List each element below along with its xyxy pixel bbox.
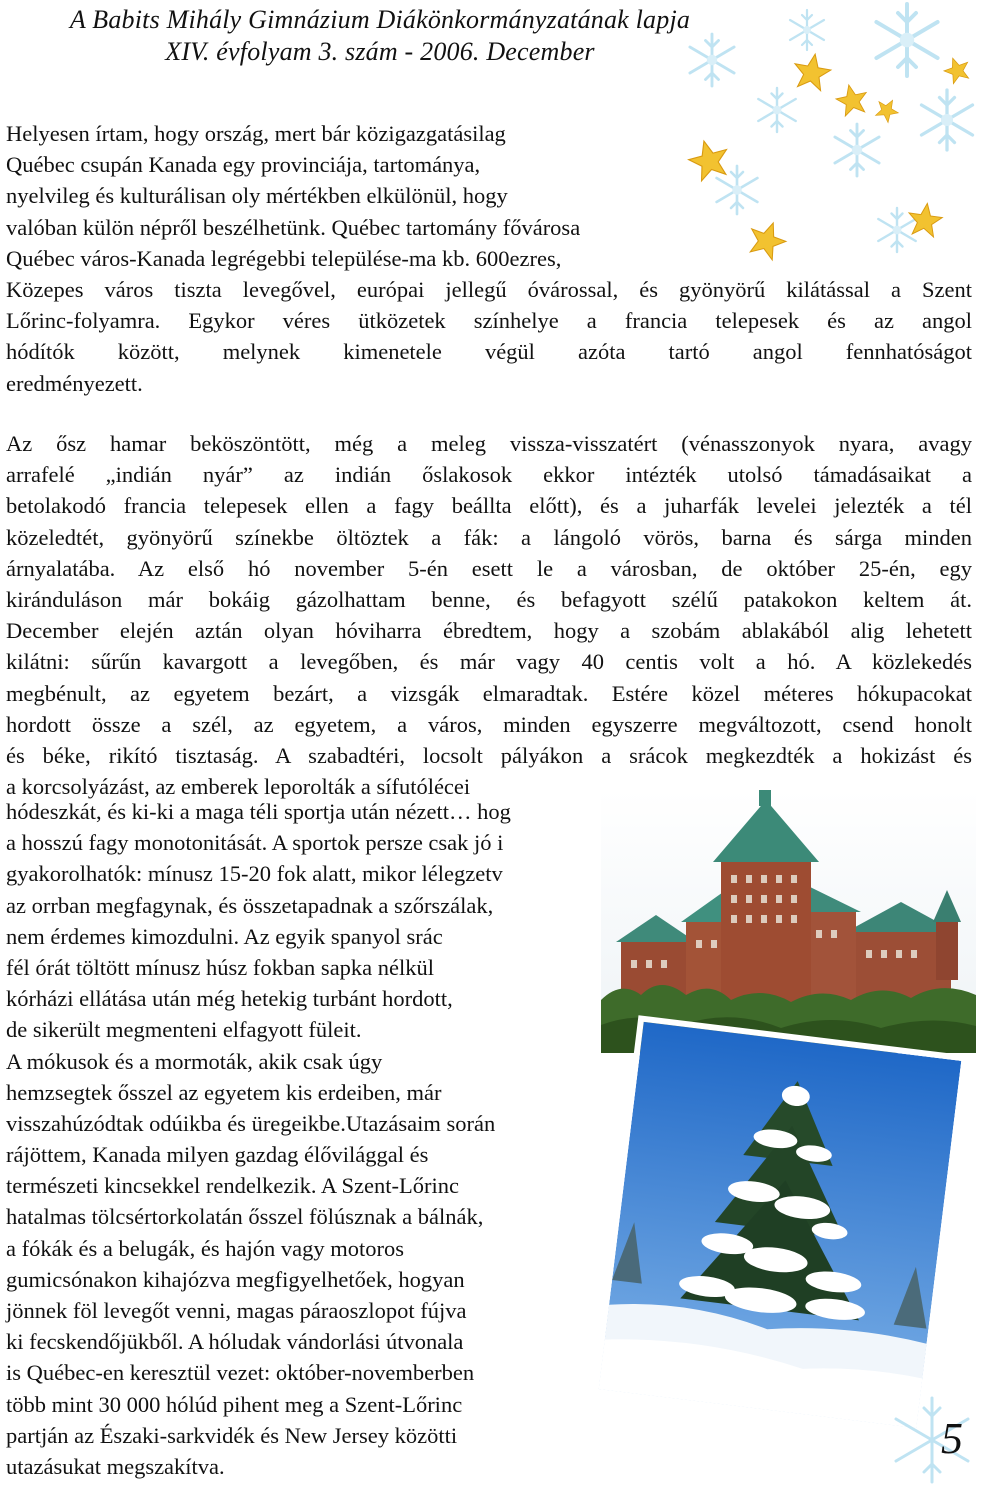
snowflake-icon <box>758 88 795 132</box>
text-line: ki fecskendőjükből. A hóludak vándorlási útvonala <box>6 1329 464 1355</box>
article-intro <box>6 118 666 274</box>
text-line: és béke, rikító tisztaság. A szabadtéri, locsolt pályákon a srácok megkezdték a hokizást és <box>6 742 972 768</box>
text-line: valóban külön népről beszélhetünk. Québec tartomány fővárosa <box>6 214 581 240</box>
text-line: A mókusok és a mormoták, akik csak úgy <box>6 1048 383 1074</box>
text-line: hatalmas tölcsértorkolatán ősszel fölúsznak a bálnák, <box>6 1204 484 1230</box>
text-line: Lőrinc-folyamra. Egykor véres ütközetek színhelye a francia telepesek és az angol <box>6 308 972 334</box>
chateau-frontenac-photo <box>601 790 976 1053</box>
text-line: is Québec-en keresztül vezet: október-novemberben <box>6 1360 475 1386</box>
page-number: 5 <box>941 1414 963 1463</box>
text-line: visszahúzódtak odúikba és üregeikbe.Utazásaim során <box>6 1110 496 1136</box>
text-line: betolakodó francia telepesek ellen a fagy beállta előtt), és a juharfák levelei jelezték a tél <box>6 493 972 519</box>
text-line: kiránduláson már bokáig gázolhattam benne, és befagyott szélű patakokon keltem át. <box>6 586 972 612</box>
text-line: hemzsegtek ősszel az egyetem kis erdeiben, már <box>6 1079 442 1105</box>
text-line: több mint 30 000 hólúd pihent meg a Szent-Lőrinc <box>6 1391 463 1417</box>
star-icon <box>744 217 790 262</box>
masthead-issue: XIV. évfolyam 3. szám - 2006. December <box>165 37 595 66</box>
text-line: a hosszú fagy monotonitását. A sportok persze csak jó i <box>6 830 504 856</box>
text-line: megbénult, az egyetem bezárt, a vizsgák elmaradtak. Estére közel méteres hókupacokat <box>6 680 972 706</box>
star-icon <box>685 136 733 183</box>
text-line: a fókák és a belugák, és hajón vagy motoros <box>6 1235 405 1261</box>
article-intro-full <box>6 274 972 399</box>
text-line: December elején aztán olyan hóviharra ébredtem, hogy a szobám ablakából alig lehetett <box>6 618 972 644</box>
text-line: eredményezett. <box>6 370 143 396</box>
text-line: arrafelé „indián nyár” az indián őslakosok ekkor intézték utolsó támadásaikat a <box>6 462 972 488</box>
text-line: hódítók között, melynek kimenetele végül azóta tartó angol fennhatóságot <box>6 339 972 365</box>
text-line: az orrban megfagynak, és összetapadnak a szőrszálak, <box>6 892 494 918</box>
text-line: Québec csupán Kanada egy provinciája, tartománya, <box>6 152 481 178</box>
text-line: Québec város-Kanada legrégebbi települése-ma kb. 600ezres, <box>6 245 562 271</box>
article-paragraph-2 <box>6 428 972 802</box>
snowflake-icon <box>922 90 973 150</box>
text-line: Közepes város tiszta levegővel, európai jellegű óvárossal, és gyönyörű kilátással a Szent <box>6 277 972 302</box>
text-line: fél órát töltött mínusz húsz fokban sapka nélkül <box>6 954 435 980</box>
text-line: jönnek föl levegőt venni, magas páraoszlopot fújva <box>6 1298 467 1323</box>
masthead <box>0 4 760 68</box>
text-line: de sikerült megmenteni elfagyott füleit. <box>6 1017 362 1043</box>
text-line: rájöttem, Kanada milyen gazdag élővilággal és <box>6 1142 429 1168</box>
snowy-tree-photo <box>599 1022 962 1428</box>
text-line: nyelvileg és kulturálisan oly mértékben elkülönül, hogy <box>6 183 508 209</box>
text-line: partján az Északi-sarkvidék és New Jersey közötti <box>6 1422 458 1448</box>
snowflake-icon <box>690 34 734 86</box>
star-icon <box>791 51 833 92</box>
snowflake-icon <box>790 10 824 50</box>
star-icon <box>906 201 944 238</box>
snowflake-icon <box>876 4 937 76</box>
text-line: közeledtét, gyönyörű színekbe öltöztek a fák: a lángoló vörös, barna és sárga minden <box>6 524 972 550</box>
text-line: a korcsolyázást, az emberek leporolták a sífutólécei <box>6 774 471 800</box>
snowflake-icon <box>887 1390 977 1490</box>
text-line: Az ősz hamar beköszöntött, még a meleg vissza-visszatért (vénasszonyok nyara, avagy <box>6 431 972 456</box>
text-line: kilátni: sűrűn kavargott a levegőben, és már vagy 40 centis volt a hó. A közlekedés <box>6 649 972 675</box>
text-line: Helyesen írtam, hogy ország, mert bár közigazgatásilag <box>6 121 506 146</box>
text-line: gyakorolhatók: mínusz 15-20 fok alatt, mikor lélegzetv <box>6 861 503 887</box>
text-line: természeti kincsekkel rendelkezik. A Szent-Lőrinc <box>6 1173 459 1199</box>
snowflake-icon <box>835 124 879 176</box>
star-icon <box>834 82 870 117</box>
text-line: utazásukat megszakítva. <box>6 1453 225 1479</box>
stars-snowflakes-decoration <box>657 0 997 270</box>
text-line: árnyalatába. Az első hó november 5-én esett le a városban, de október 25-én, egy <box>6 555 972 581</box>
article-paragraph-2-continued <box>6 796 606 1482</box>
text-line: hódeszkát, és ki-ki a maga téli sportja után nézett… hog <box>6 799 511 824</box>
text-line: nem érdemes kimozdulni. Az egyik spanyol srác <box>6 923 443 949</box>
text-line: hordott össze a szél, az egyetem, a város, minden egyszerre megváltozott, csend honolt <box>6 711 972 737</box>
masthead-title: A Babits Mihály Gimnázium Diákönkormányzatának lapja <box>69 5 691 34</box>
star-icon <box>941 54 973 85</box>
text-line: gumicsónakon kihajózva megfigyelhetőek, hogyan <box>6 1266 465 1292</box>
star-icon <box>872 95 902 125</box>
text-line: kórházi ellátása után még hetekig turbánt hordott, <box>6 986 453 1012</box>
